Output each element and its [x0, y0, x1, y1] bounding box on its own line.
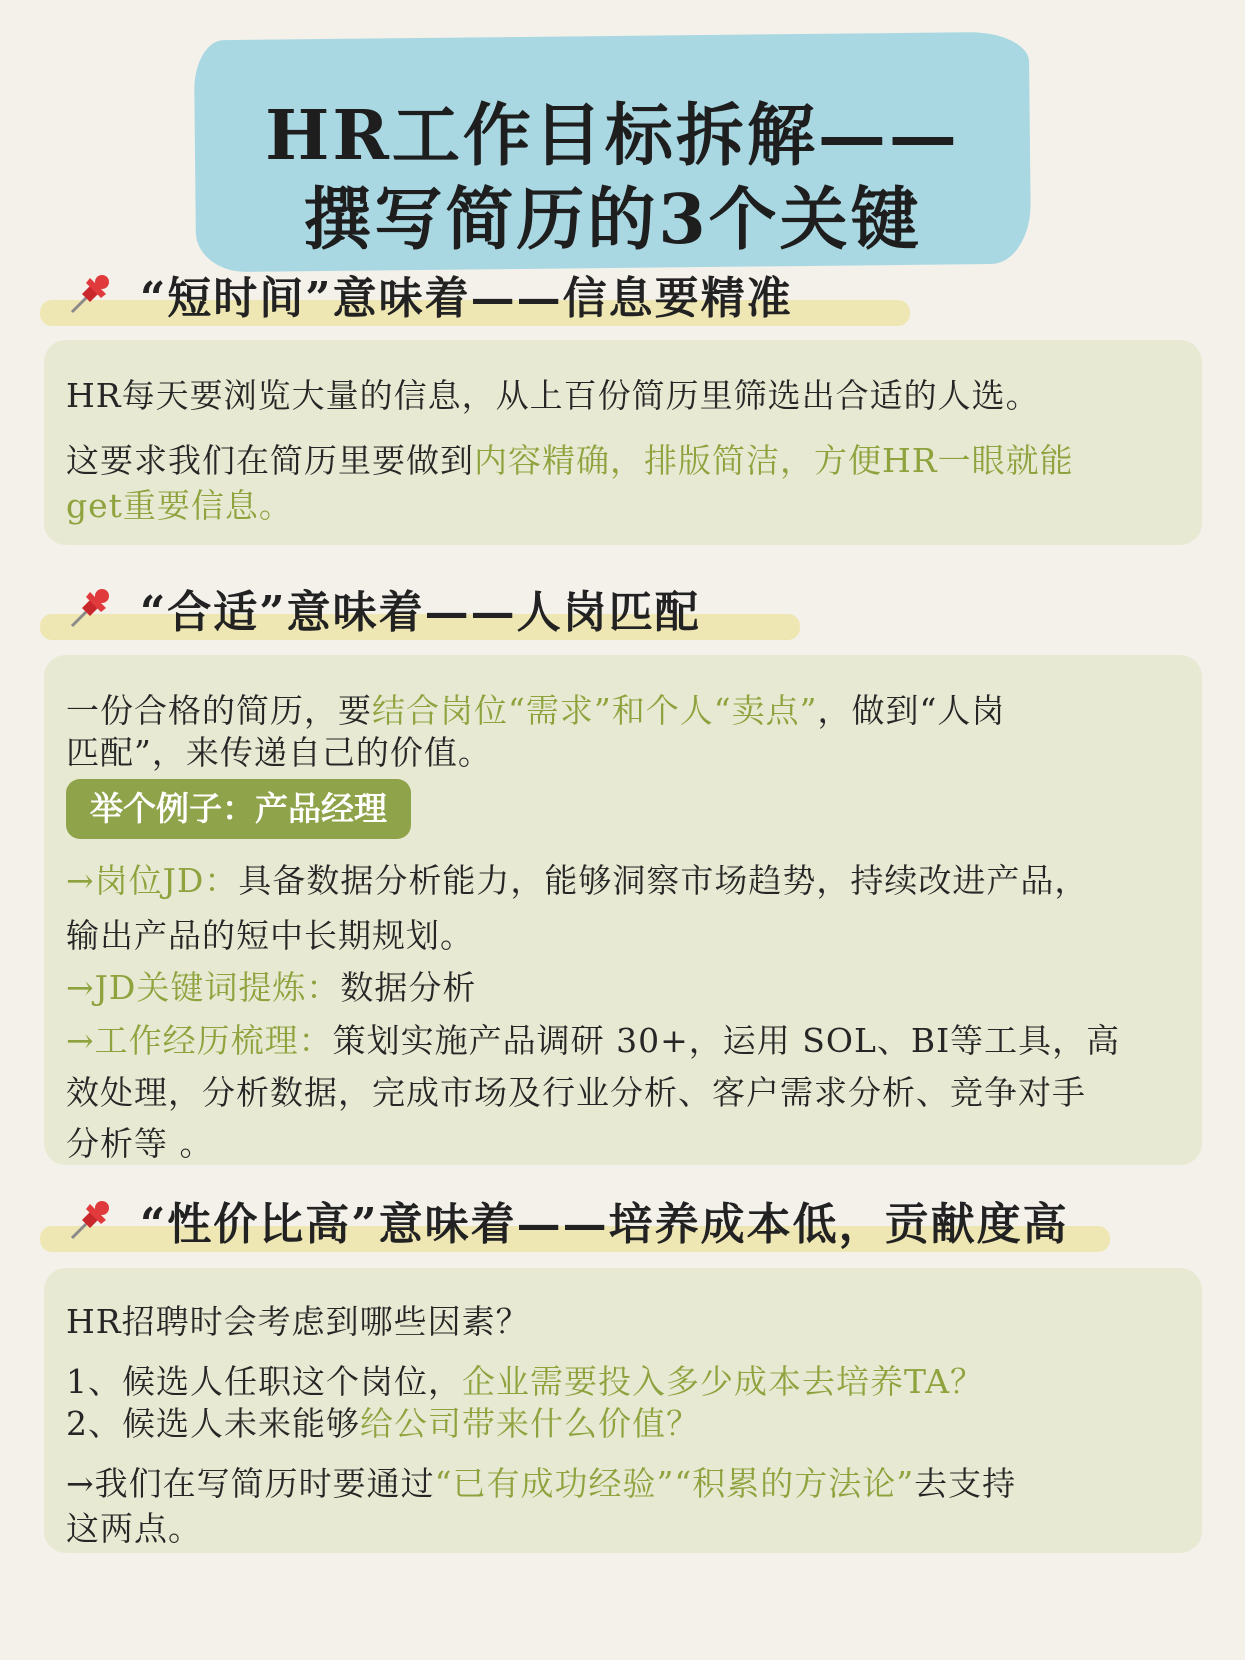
section-2-intro-line2: 匹配”，来传递自己的价值。 — [66, 733, 492, 772]
pushpin-icon — [66, 268, 116, 318]
title-banner — [195, 36, 1030, 268]
section-heading-text: “性价比高”意味着——培养成本低，贡献度高 — [140, 1199, 1069, 1250]
section-1-paragraph-2-line1: 这要求我们在简历里要做到内容精确，排版简洁，方便HR一眼就能 — [66, 441, 1074, 480]
section-1-paragraph-2-line2: get重要信息。 — [66, 486, 293, 525]
section-1-paragraph-1: HR每天要浏览大量的信息，从上百份简历里筛选出合适的人选。 — [66, 376, 1040, 415]
item-keywords: →JD关键词提炼：数据分析 — [66, 968, 477, 1007]
pushpin-icon — [66, 1194, 116, 1244]
section-2-intro-line1: 一份合格的简历，要结合岗位“需求”和个人“卖点”，做到“人岗 — [66, 691, 1006, 730]
section-3-point-2: 2、候选人未来能够给公司带来什么价值？ — [66, 1404, 700, 1443]
page-title-line2: 撰写简历的3个关键 — [303, 180, 922, 260]
section-1-heading — [60, 262, 900, 334]
section-3-point-1: 1、候选人任职这个岗位，企业需要投入多少成本去培养TA？ — [66, 1362, 985, 1401]
item-experience-line2: 效处理，分析数据，完成市场及行业分析、客户需求分析、竞争对手 — [66, 1073, 1086, 1112]
example-tag: 举个例子：产品经理 — [66, 779, 411, 839]
item-jd-line2: 输出产品的短中长期规划。 — [66, 916, 474, 955]
page-title-line1: HR工作目标拆解—— — [265, 96, 960, 176]
section-2-card — [44, 655, 1202, 1165]
section-3-question: HR招聘时会考虑到哪些因素？ — [66, 1302, 530, 1341]
section-1-card — [44, 340, 1202, 545]
section-heading-text: “合适”意味着——人岗匹配 — [140, 587, 701, 638]
item-experience-line1: →工作经历梳理：策划实施产品调研 30+，运用 SOL、BI等工具，高 — [66, 1021, 1121, 1060]
section-3-conclusion-line1: →我们在写简历时要通过“已有成功经验”“积累的方法论”去支持 — [66, 1464, 1017, 1503]
section-2-heading — [60, 576, 790, 648]
section-3-card — [44, 1268, 1202, 1553]
item-jd-line1: →岗位JD：具备数据分析能力，能够洞察市场趋势，持续改进产品， — [66, 861, 1089, 900]
section-3-heading — [60, 1188, 1100, 1260]
section-3-conclusion-line2: 这两点。 — [66, 1509, 202, 1548]
item-experience-line3: 分析等 。 — [66, 1124, 214, 1163]
pushpin-icon — [66, 582, 116, 632]
section-heading-text: “短时间”意味着——信息要精准 — [140, 273, 793, 324]
